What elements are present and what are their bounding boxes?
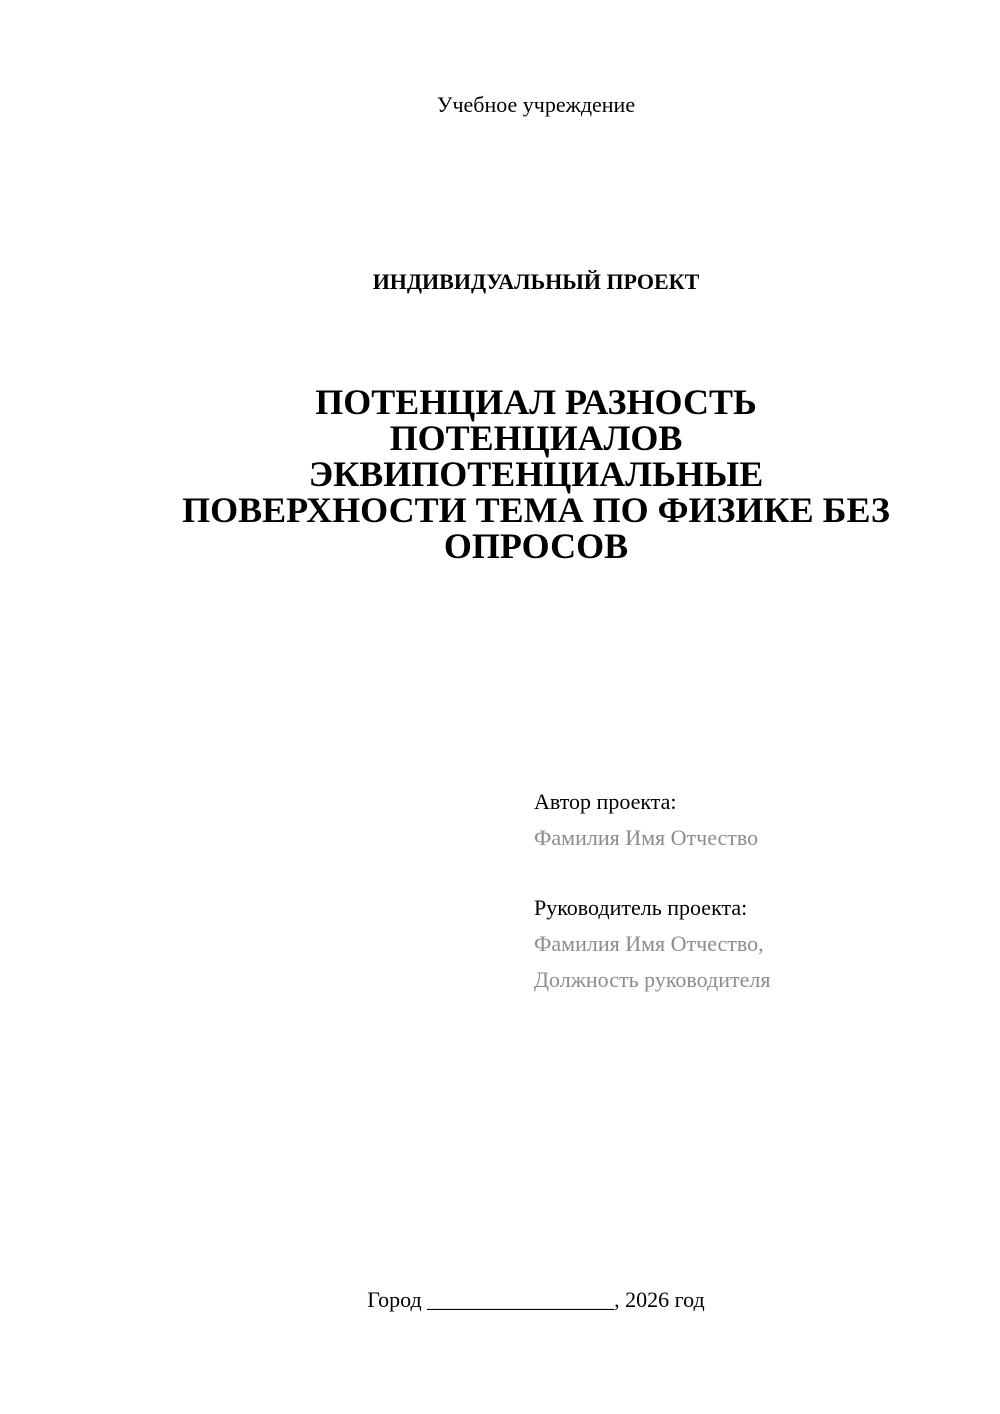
- author-label: Автор проекта:: [534, 789, 677, 814]
- project-title-line: ПОВЕРХНОСТИ ТЕМА ПО ФИЗИКЕ БЕЗ: [182, 490, 890, 530]
- document-type: ИНДИВИДУАЛЬНЫЙ ПРОЕКТ: [372, 269, 700, 294]
- institution-name: Учебное учреждение: [436, 92, 636, 117]
- project-title-line: ПОТЕНЦИАЛ РАЗНОСТЬ: [315, 382, 757, 422]
- city-year-line: Город _________________, 2026 год: [367, 1287, 705, 1312]
- author-block: [534, 784, 758, 856]
- supervisor-position: Должность руководителя: [534, 967, 771, 992]
- project-title-line: ЭКВИПОТЕНЦИАЛЬНЫЕ: [308, 454, 764, 494]
- author-name: Фамилия Имя Отчество: [534, 825, 759, 850]
- project-title: [120, 384, 952, 564]
- project-title-line: ПОТЕНЦИАЛОВ: [389, 418, 683, 458]
- project-title-line: ОПРОСОВ: [443, 526, 629, 566]
- supervisor-name: Фамилия Имя Отчество,: [534, 931, 764, 956]
- supervisor-block: [534, 890, 770, 998]
- supervisor-label: Руководитель проекта:: [534, 895, 748, 920]
